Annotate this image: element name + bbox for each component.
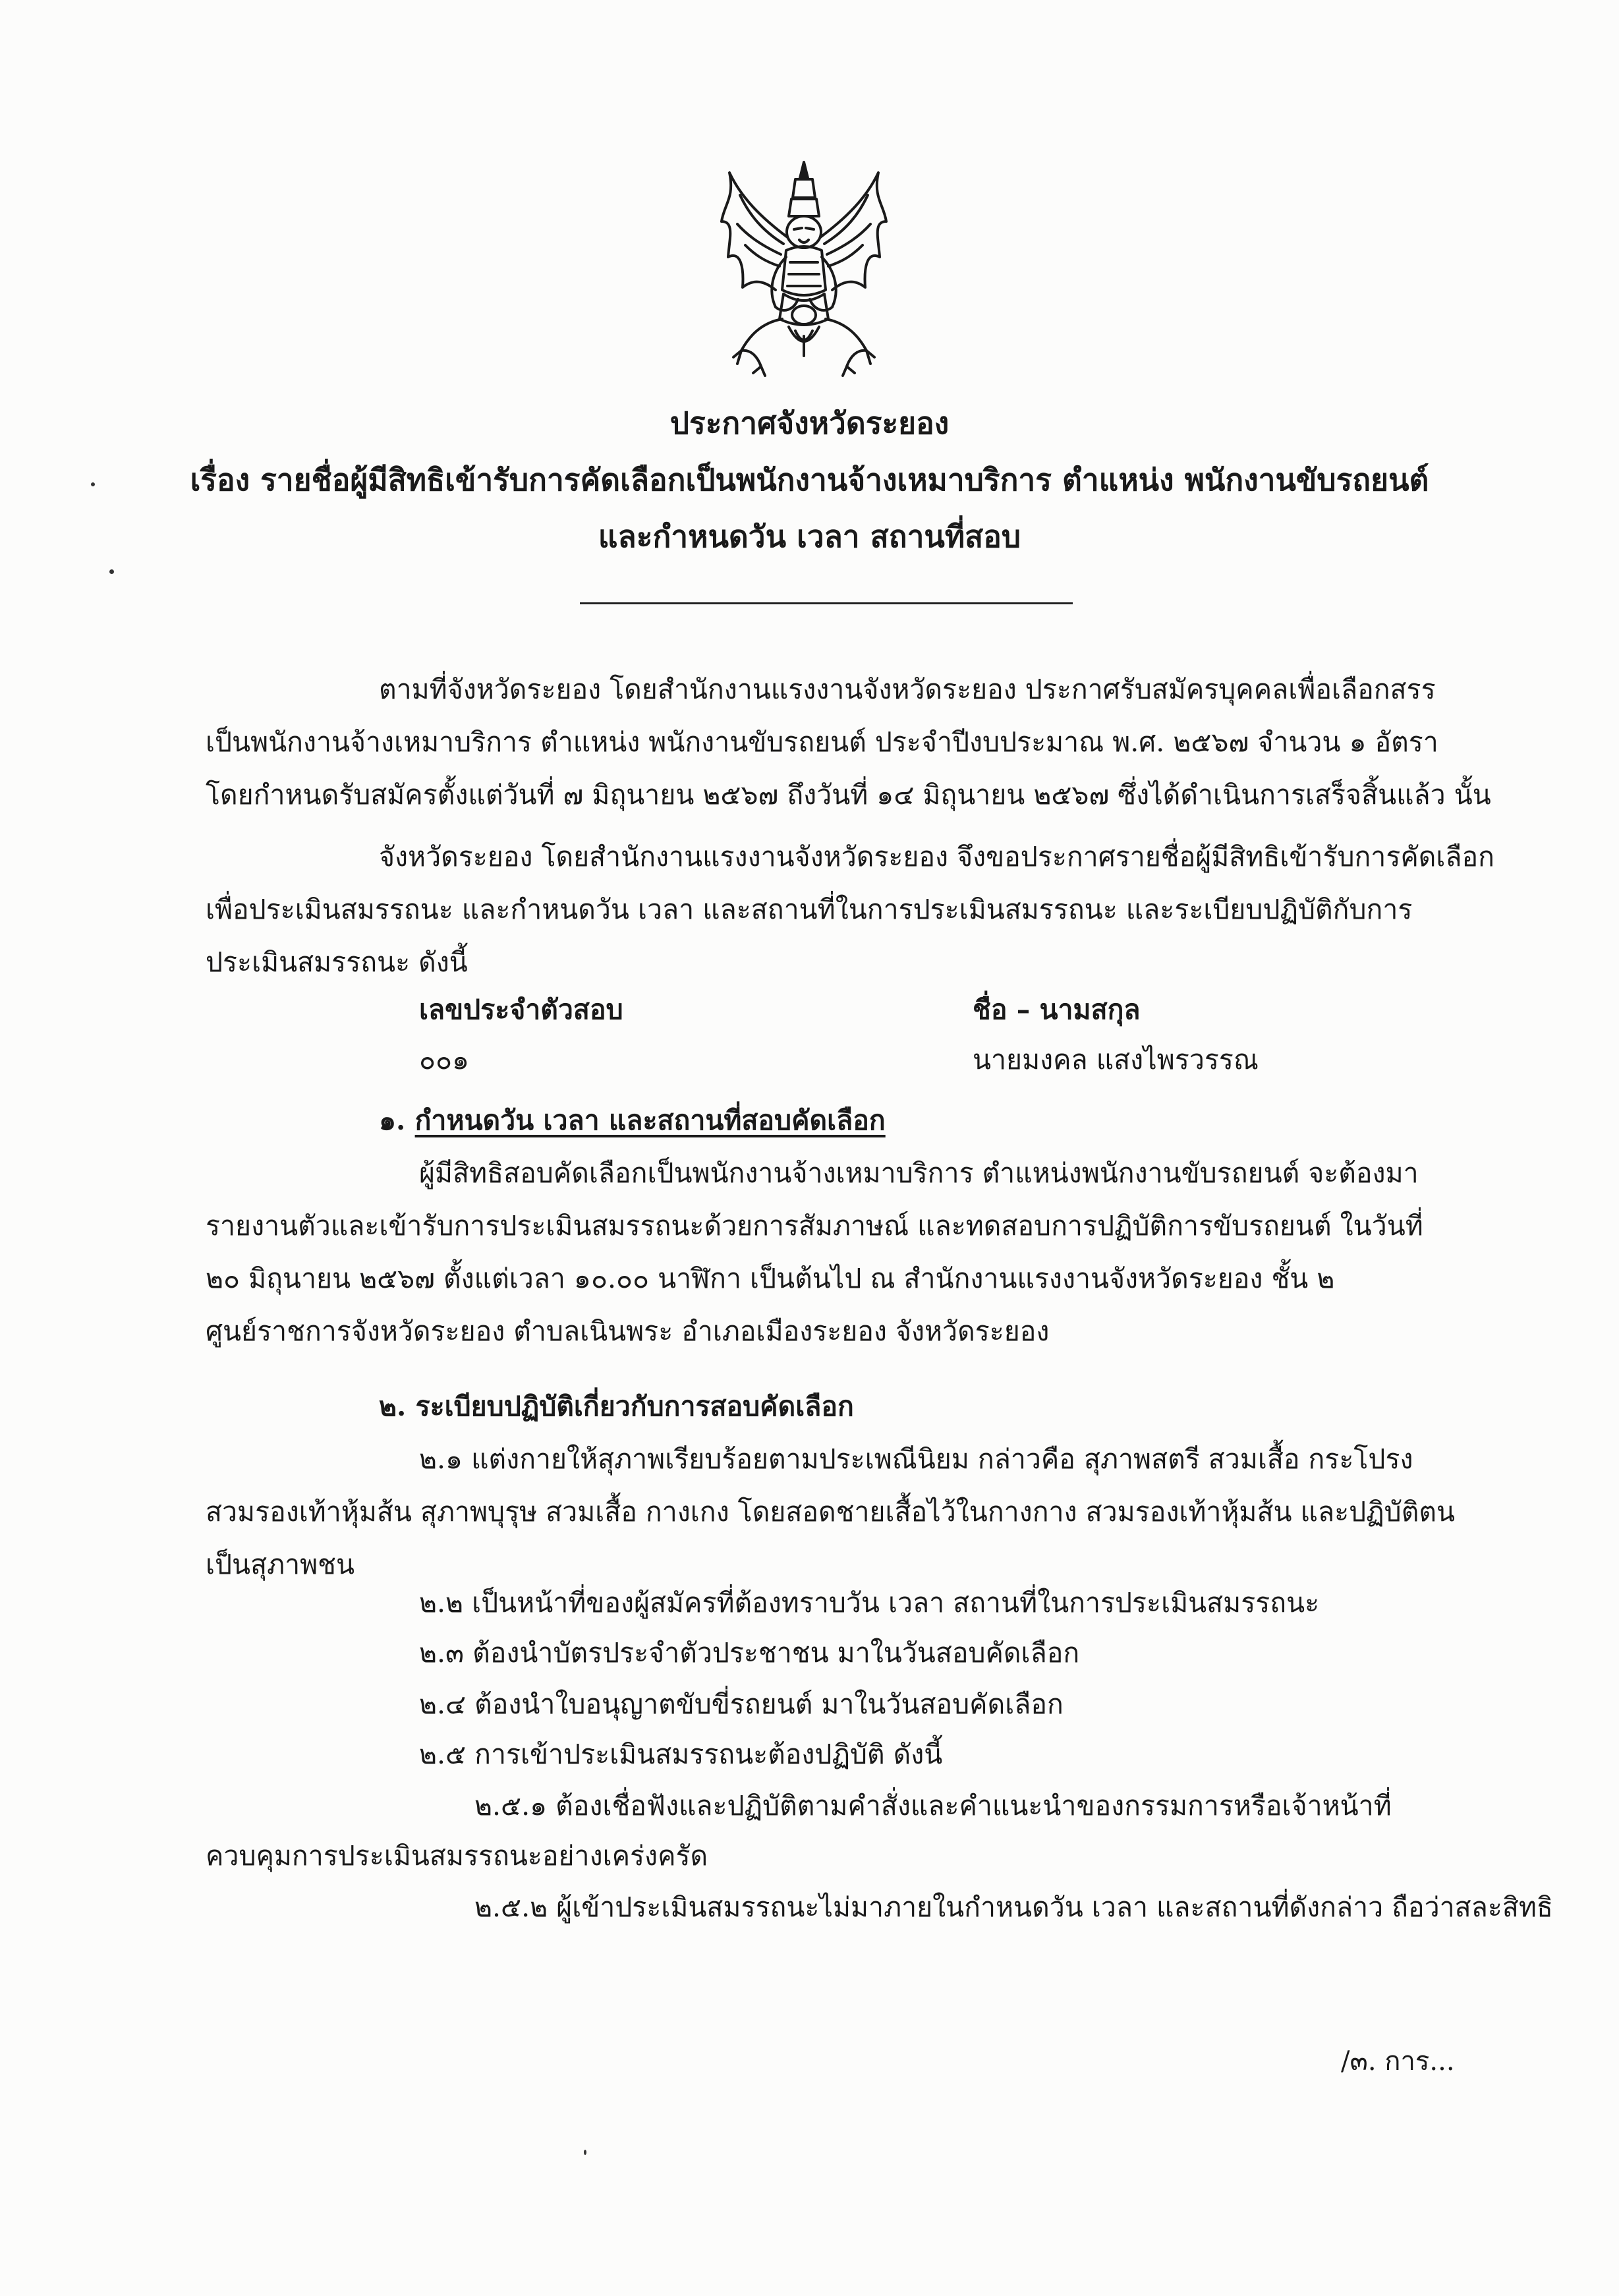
intro-line-3: โดยกำหนดรับสมัครตั้งแต่วันที่ ๗ มิถุนายน ๒๕๖๗ ถึงวันที่ ๑๔ มิถุนายน ๒๕๖๗ ซึ่งได้ดำเนินการเสร็จสิ้นแล้ว นั้น bbox=[206, 779, 1491, 811]
garuda-emblem bbox=[715, 158, 893, 382]
announce-line-2: เพื่อประเมินสมรรถนะ และกำหนดวัน เวลา และสถานที่ในการประเมินสมรรถนะ และระเบียบปฏิบัติกับการ bbox=[206, 894, 1413, 925]
section-1-line-4: ศูนย์ราชการจังหวัดระยอง ตำบลเนินพระ อำเภอเมืองระยอง จังหวัดระยอง bbox=[206, 1315, 1050, 1347]
intro-line-2: เป็นพนักงานจ้างเหมาบริการ ตำแหน่ง พนักงานขับรถยนต์ ประจำปีงบประมาณ พ.ศ. ๒๕๖๗ จำนวน ๑ อัตรา bbox=[206, 726, 1438, 758]
candidate-exam-id: ๐๐๑ bbox=[419, 1044, 470, 1076]
column-header-name: ชื่อ – นามสกุล bbox=[973, 994, 1141, 1025]
title-divider bbox=[580, 602, 1073, 604]
section-1-line-3: ๒๐ มิถุนายน ๒๕๖๗ ตั้งแต่เวลา ๑๐.๐๐ นาฬิกา เป็นต้นไป ณ สำนักงานแรงงานจังหวัดระยอง ชั้น ๒ bbox=[206, 1263, 1335, 1294]
item-2-5: ๒.๕ การเข้าประเมินสมรรถนะต้องปฏิบัติ ดังนี้ bbox=[419, 1738, 943, 1770]
item-2-2: ๒.๒ เป็นหน้าที่ของผู้สมัครที่ต้องทราบวัน เวลา สถานที่ในการประเมินสมรรถนะ bbox=[419, 1587, 1320, 1619]
announce-line-1: จังหวัดระยอง โดยสำนักงานแรงงานจังหวัดระยอง จึงขอประกาศรายชื่อผู้มีสิทธิเข้ารับการคัดเลือก bbox=[379, 841, 1494, 873]
column-header-exam-id: เลขประจำตัวสอบ bbox=[419, 994, 623, 1025]
item-2-4: ๒.๔ ต้องนำใบอนุญาตขับขี่รถยนต์ มาในวันสอบคัดเลือก bbox=[419, 1688, 1064, 1720]
section-1-line-2: รายงานตัวและเข้ารับการประเมินสมรรถนะด้วยการสัมภาษณ์ และทดสอบการปฏิบัติการขับรถยนต์ ในวันที่ bbox=[206, 1210, 1423, 1242]
item-2-1-line-3: เป็นสุภาพชน bbox=[206, 1549, 355, 1580]
subject-line-1: เรื่อง รายชื่อผู้มีสิทธิเข้ารับการคัดเลือกเป็นพนักงานจ้างเหมาบริการ ตำแหน่ง พนักงานขับรถยนต์ bbox=[190, 462, 1429, 498]
scan-speck bbox=[91, 482, 95, 486]
candidate-name: นายมงคล แสงไพรวรรณ bbox=[973, 1044, 1259, 1076]
item-2-5-1-line-1: ๒.๕.๑ ต้องเชื่อฟังและปฏิบัติตามคำสั่งและคำแนะนำของกรรมการหรือเจ้าหน้าที่ bbox=[474, 1790, 1392, 1822]
section-1-heading bbox=[379, 1102, 886, 1139]
continuation-marker: /๓. การ... bbox=[1341, 2046, 1455, 2077]
item-2-1-line-2: สวมรองเท้าหุ้มส้น สุภาพบุรุษ สวมเสื้อ กางเกง โดยสอดชายเสื้อไว้ในกางกาง สวมรองเท้าหุ้มส้น และปฏิบัติตน bbox=[206, 1496, 1455, 1528]
subject-line-2: และกำหนดวัน เวลา สถานที่สอบ bbox=[598, 519, 1021, 554]
item-2-1-line-1: ๒.๑ แต่งกายให้สุภาพเรียบร้อยตามประเพณีนิยม กล่าวคือ สุภาพสตรี สวมเสื้อ กระโปรง bbox=[419, 1443, 1413, 1475]
announce-line-3: ประเมินสมรรถนะ ดังนี้ bbox=[206, 946, 468, 978]
section-1-number: ๑. bbox=[379, 1105, 406, 1136]
scan-speck bbox=[584, 2150, 586, 2155]
intro-line-1: ตามที่จังหวัดระยอง โดยสำนักงานแรงงานจังหวัดระยอง ประกาศรับสมัครบุคคลเพื่อเลือกสรร bbox=[379, 674, 1436, 705]
scan-speck bbox=[109, 569, 114, 574]
announcement-title: ประกาศจังหวัดระยอง bbox=[669, 405, 950, 441]
section-2-heading: ๒. ระเบียบปฏิบัติเกี่ยวกับการสอบคัดเลือก bbox=[379, 1391, 854, 1422]
item-2-5-2: ๒.๕.๒ ผู้เข้าประเมินสมรรถนะไม่มาภายในกำหนดวัน เวลา และสถานที่ดังกล่าว ถือว่าสละสิทธิ bbox=[474, 1891, 1553, 1923]
section-1-title: กำหนดวัน เวลา และสถานที่สอบคัดเลือก bbox=[414, 1105, 886, 1136]
item-2-3: ๒.๓ ต้องนำบัตรประจำตัวประชาชน มาในวันสอบคัดเลือก bbox=[419, 1637, 1080, 1669]
item-2-5-1-line-2: ควบคุมการประเมินสมรรถนะอย่างเคร่งครัด bbox=[206, 1840, 708, 1872]
section-1-line-1: ผู้มีสิทธิสอบคัดเลือกเป็นพนักงานจ้างเหมาบริการ ตำแหน่งพนักงานขับรถยนต์ จะต้องมา bbox=[419, 1157, 1419, 1189]
